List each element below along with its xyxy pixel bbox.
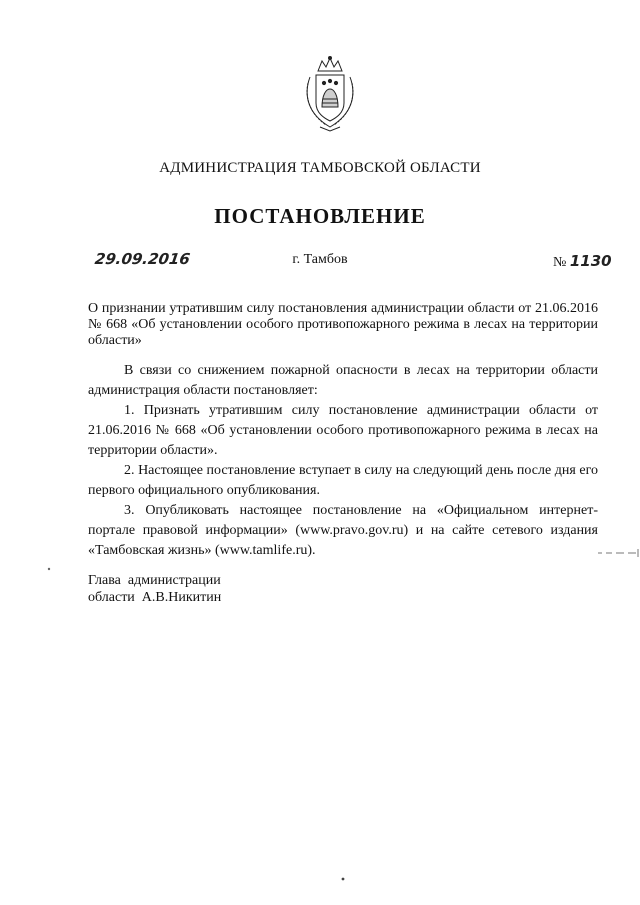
tambov-coat-of-arms-icon <box>300 55 360 135</box>
body-paragraph-1: 1. Признать утратившим силу постановление администрации области от 21.06.2016 № 668 «Об установлении особого противопожарного режима в лесах на территории области». <box>88 403 598 458</box>
body-paragraph-2: 2. Настоящее постановление вступает в силу на следующий день после дня его первого официального опубликования. <box>88 463 598 498</box>
signature-line-name: области А.В.Никитин <box>88 590 222 605</box>
document-number <box>553 252 612 271</box>
document-subject: О признании утратившим силу постановления администрации области от 21.06.2016 № 668 «Об установлении особого противопожарного режима в лесах на территории области» <box>88 301 598 348</box>
number-value: 1130 <box>569 252 612 270</box>
document-date: 29.09.2016 <box>93 250 192 268</box>
document-meta-row <box>0 252 640 276</box>
scan-artifact-dashes <box>596 545 640 559</box>
signature-line-title: Глава администрации <box>88 573 221 588</box>
document-type-title: ПОСТАНОВЛЕНИЕ <box>214 204 426 228</box>
document-city: г. Тамбов <box>292 252 348 267</box>
body-paragraph-3: 3. Опубликовать настоящее постановление на «Официальном интернет-портале правовой информации» (www.pravo.gov.ru) и на сайте сетевого издания «Тамбовская жизнь» (www.tamlife.ru). <box>88 503 598 558</box>
scan-artifact-dot-left <box>46 566 52 572</box>
number-prefix: № <box>553 255 567 270</box>
scan-artifact-dot-bottom <box>340 876 346 882</box>
organization-name: АДМИНИСТРАЦИЯ ТАМБОВСКОЙ ОБЛАСТИ <box>159 160 481 176</box>
signature-block <box>88 572 221 606</box>
body-paragraph-preamble: В связи со снижением пожарной опасности в лесах на территории области администрация области постановляет: <box>88 363 598 398</box>
document-body <box>88 361 598 561</box>
